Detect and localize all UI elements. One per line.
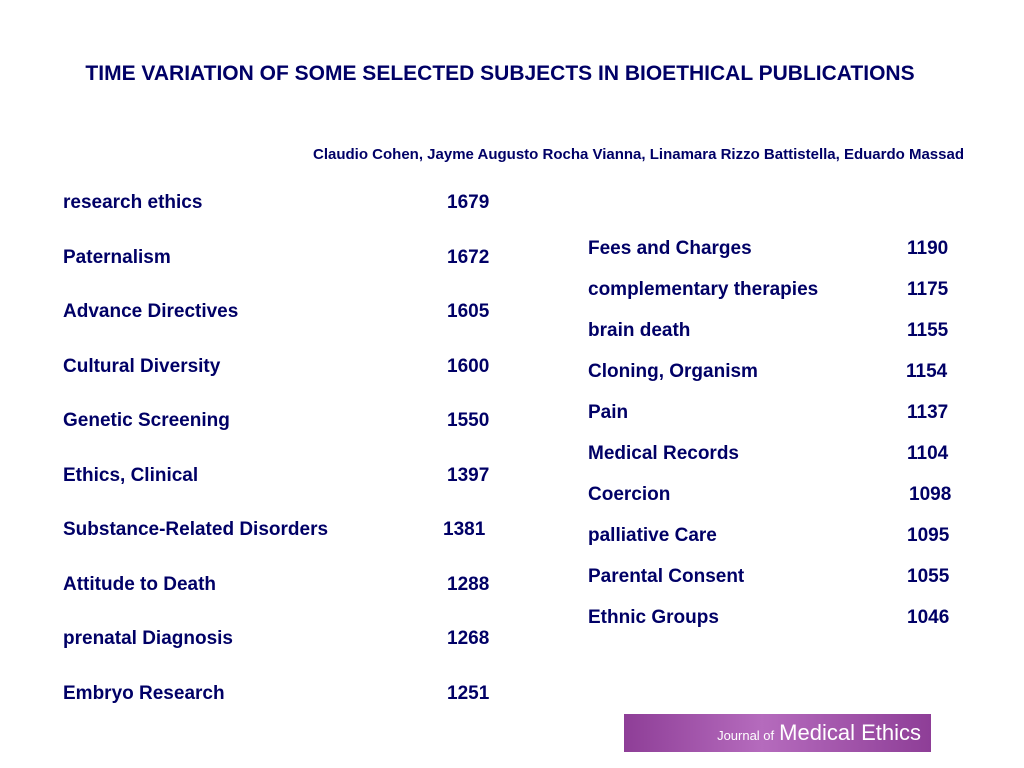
journal-logo-name: Medical Ethics (779, 720, 921, 745)
publication-count: 1672 (447, 247, 490, 268)
publication-count: 1600 (447, 356, 490, 377)
subject-term: Pain (588, 402, 629, 423)
publication-count: 1605 (447, 301, 490, 322)
journal-logo (624, 714, 931, 752)
authors-line: Claudio Cohen, Jayme Augusto Rocha Vianna, Linamara Rizzo Battistella, Eduardo Massad (313, 146, 964, 163)
publication-count: 1098 (909, 484, 952, 505)
subject-term: Medical Records (588, 443, 739, 464)
subject-term: Attitude to Death (63, 574, 217, 595)
publication-count: 1268 (447, 628, 490, 649)
subject-term: Fees and Charges (588, 238, 752, 259)
subject-term: Coercion (588, 484, 671, 505)
subject-term: prenatal Diagnosis (63, 628, 233, 649)
journal-logo-prefix: Journal of (717, 727, 775, 743)
subject-term: Ethics, Clinical (63, 465, 199, 486)
publication-count: 1154 (906, 361, 948, 382)
publication-count: 1155 (907, 320, 949, 341)
subject-term: palliative Care (588, 525, 717, 546)
subject-term: Paternalism (63, 247, 171, 268)
publication-count: 1046 (907, 607, 950, 628)
publication-count: 1104 (907, 443, 949, 464)
subject-term: research ethics (63, 192, 203, 213)
page-title: TIME VARIATION OF SOME SELECTED SUBJECTS IN BIOETHICAL PUBLICATIONS (85, 62, 915, 85)
subject-term: brain death (588, 320, 691, 341)
publication-count: 1190 (907, 238, 949, 259)
subject-term: Substance-Related Disorders (63, 519, 329, 540)
publication-count: 1550 (447, 410, 490, 431)
publication-count: 1251 (447, 683, 490, 704)
subject-term: Ethnic Groups (588, 607, 719, 628)
publication-count: 1381 (443, 519, 486, 540)
subject-term: Cultural Diversity (63, 356, 221, 377)
subject-term: complementary therapies (588, 279, 819, 300)
publication-count: 1288 (447, 574, 490, 595)
publication-count: 1175 (907, 279, 949, 300)
subject-term: Parental Consent (588, 566, 745, 587)
publication-count: 1095 (907, 525, 950, 546)
publication-count: 1137 (907, 402, 949, 423)
subject-term: Genetic Screening (63, 410, 230, 431)
subject-term: Advance Directives (63, 301, 239, 322)
publication-count: 1679 (447, 192, 490, 213)
publication-count: 1397 (447, 465, 490, 486)
subject-term: Embryo Research (63, 683, 225, 704)
subject-term: Cloning, Organism (588, 361, 758, 382)
publication-count: 1055 (907, 566, 950, 587)
